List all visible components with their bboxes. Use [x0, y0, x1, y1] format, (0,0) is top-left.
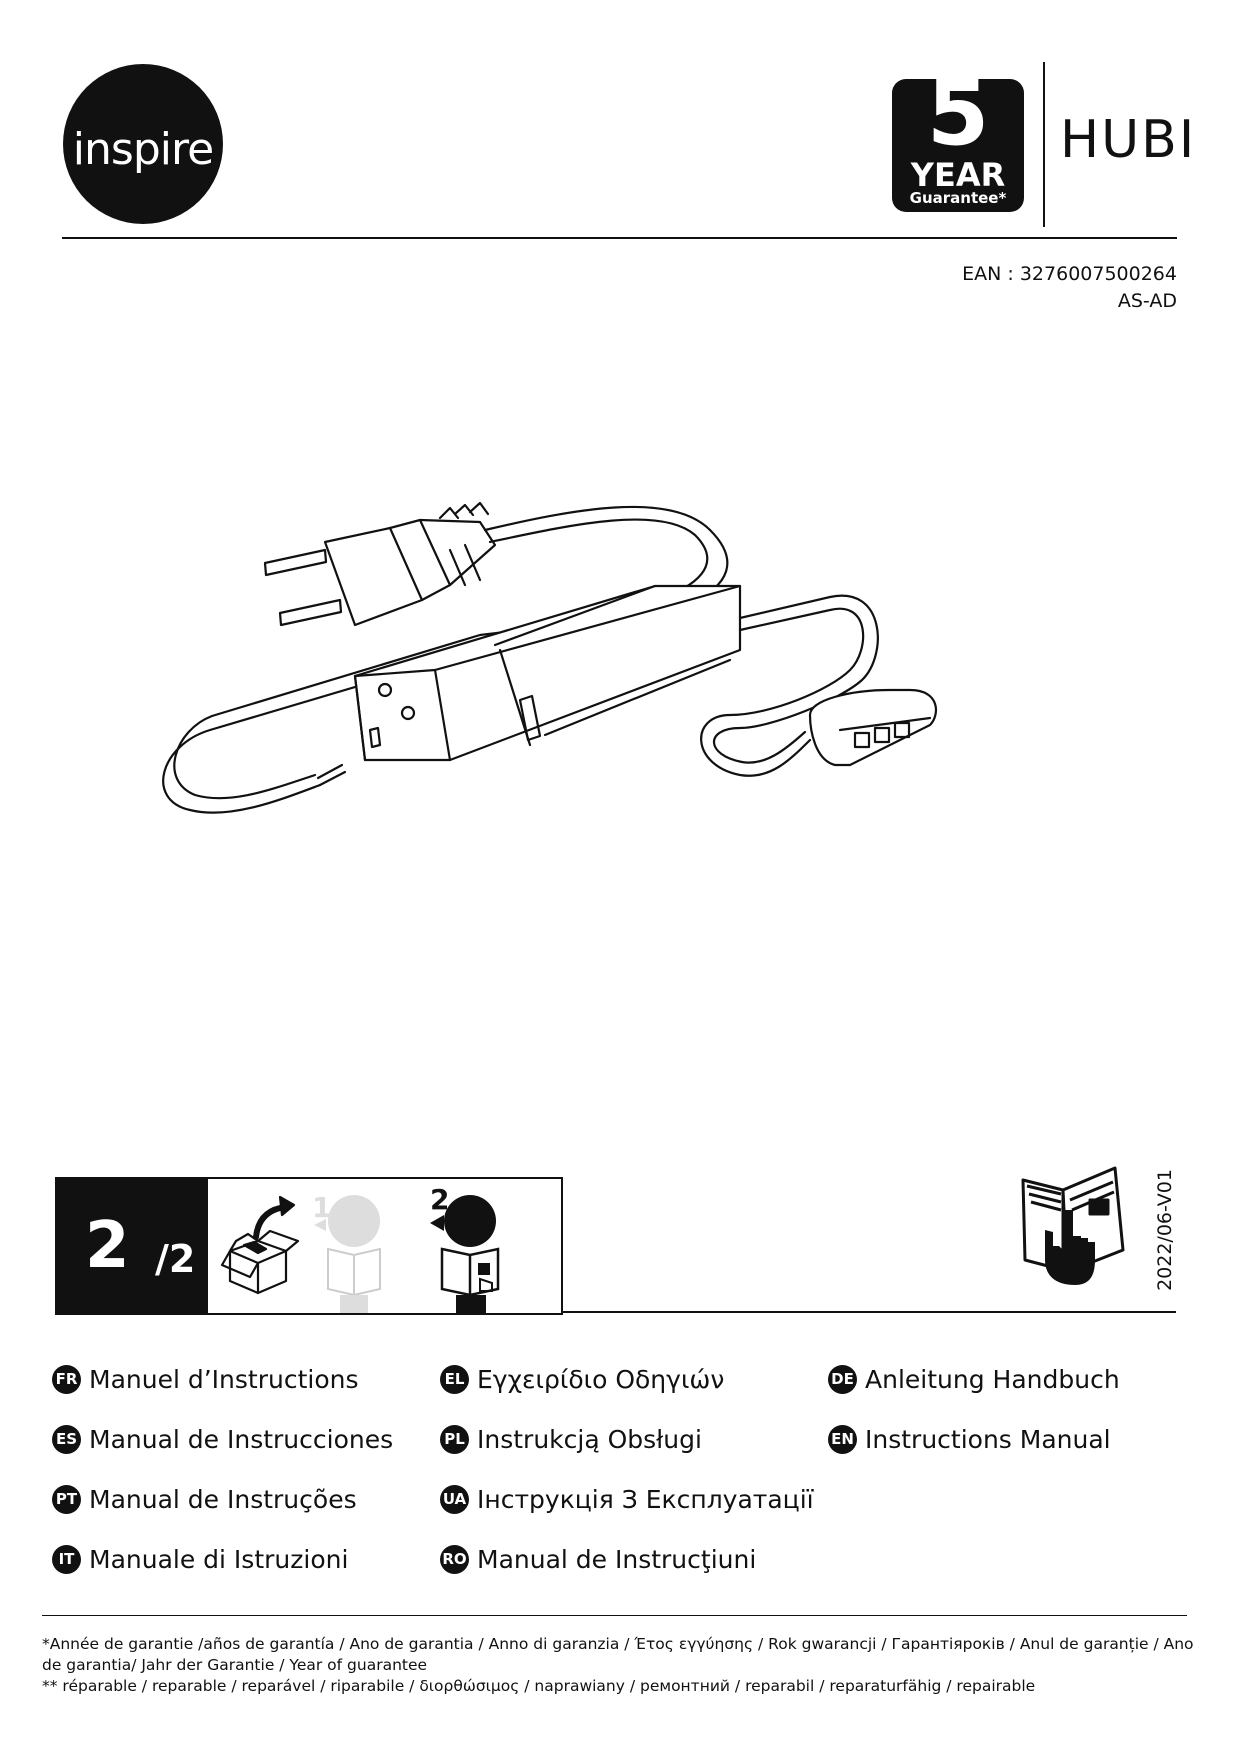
language-code-badge: EN [828, 1425, 857, 1454]
language-label: Instructions Manual [865, 1424, 1111, 1454]
language-ua [440, 1483, 814, 1515]
steps-panel [208, 1177, 563, 1315]
language-label: Manual de Instrucciones [89, 1424, 394, 1454]
step-bar-rule [561, 1311, 1176, 1313]
language-code-badge: FR [52, 1365, 81, 1394]
language-label: Instrukcją Obsługi [477, 1424, 702, 1454]
header-rule [62, 237, 1177, 239]
language-pt [52, 1483, 357, 1515]
plug-icon [265, 503, 495, 625]
guarantee-sub-label: Guarantee* [909, 189, 1007, 207]
footer-rule [42, 1615, 1187, 1616]
hub-connector [810, 690, 936, 765]
language-code-badge: ES [52, 1425, 81, 1454]
page-current: 2 [85, 1209, 130, 1283]
language-code-badge: IT [52, 1545, 81, 1574]
product-reference: AS-AD [1117, 290, 1177, 312]
header-divider [1043, 62, 1045, 227]
language-label: Anleitung Handbuch [865, 1364, 1120, 1394]
language-label: Manuale di Istruzioni [89, 1544, 349, 1574]
guarantee-year-label: YEAR [910, 156, 1006, 194]
page-total: /2 [155, 1237, 196, 1281]
language-code-badge: UA [440, 1485, 469, 1514]
guarantee-number: 5 [926, 61, 990, 166]
language-pl [440, 1423, 702, 1455]
page-indicator [55, 1177, 208, 1315]
language-code-badge: DE [828, 1365, 857, 1394]
language-label: Manuel d’Instructions [89, 1364, 359, 1394]
footnote-repairable: ** réparable / reparable / reparável / riparabile / διορθώσιμος / naprawiany / ремонтний / reparabil / reparaturfähig / repairable [42, 1677, 1036, 1695]
language-de [828, 1363, 1120, 1395]
product-illustration [150, 500, 1070, 920]
language-el [440, 1363, 724, 1395]
reader-step-1-icon [312, 1191, 380, 1313]
box-unpack-icon [222, 1197, 298, 1293]
language-label: Εγχειρίδιο Οδηγιών [477, 1364, 725, 1394]
language-en [828, 1423, 1111, 1455]
language-fr [52, 1363, 359, 1395]
brand-logo-text: inspire [72, 124, 214, 175]
language-label: Інструкція З Експлуатації [477, 1484, 814, 1514]
product-name: HUBI [1060, 110, 1197, 170]
reader-step-2-icon [430, 1183, 498, 1313]
read-manual-icon [1015, 1160, 1130, 1295]
guarantee-badge [892, 61, 1024, 212]
driver-box [355, 586, 740, 760]
ean-code: EAN : 3276007500264 [962, 263, 1177, 285]
language-code-badge: RO [440, 1545, 469, 1574]
language-code-badge: PT [52, 1485, 81, 1514]
language-code-badge: EL [440, 1365, 469, 1394]
language-ro [440, 1543, 756, 1575]
step-2-number: 2 [430, 1183, 450, 1216]
language-code-badge: PL [440, 1425, 469, 1454]
language-label: Manual de Instrucţiuni [477, 1544, 757, 1574]
version-code: 2022/06-V01 [1154, 1169, 1176, 1291]
language-label: Manual de Instruções [89, 1484, 357, 1514]
language-it [52, 1543, 348, 1575]
footnotes [42, 1634, 1212, 1697]
language-es [52, 1423, 393, 1455]
footnote-guarantee: *Année de garantie /años de garantía / Ano de garantia / Anno di garanzia / Έτος εγγύησης / Rok gwarancji / Гарантіяроків / Anul de garanție / Ano de garantia/ Jahr der Garantie / Year of guarantee [42, 1635, 1194, 1674]
step-1-number: 1 [312, 1191, 332, 1224]
version-code-container [1150, 1160, 1180, 1300]
brand-logo [63, 64, 223, 224]
